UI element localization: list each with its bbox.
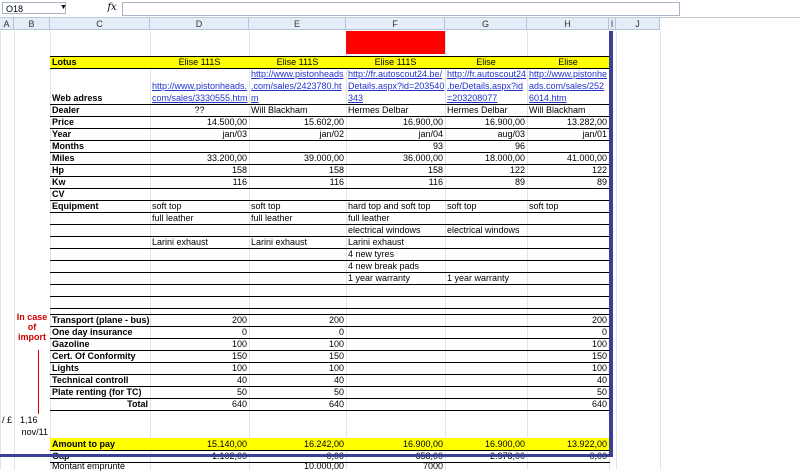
cost-value[interactable]: 100 <box>591 339 607 349</box>
value-cell[interactable] <box>150 140 249 152</box>
equipment-cell[interactable]: soft top <box>529 201 559 211</box>
value-cell[interactable]: 116 <box>232 177 247 187</box>
formula-bar <box>0 0 800 18</box>
web-link[interactable]: 343 <box>348 93 364 103</box>
web-link[interactable]: http://fr.autoscout24.be/ <box>348 69 443 79</box>
gridline <box>616 31 617 470</box>
import-note-line: of <box>27 322 37 332</box>
amount-value[interactable]: 16.242,00 <box>249 438 346 450</box>
amount-label[interactable]: Amount to pay <box>50 438 150 450</box>
equipment-cell[interactable]: full leather <box>251 213 293 223</box>
value-cell[interactable]: Will Blackham <box>529 105 586 115</box>
model-cell[interactable]: Elise <box>445 56 527 68</box>
cost-value[interactable]: 0 <box>338 327 344 337</box>
name-box-dropdown-icon[interactable]: ▼ <box>60 4 67 11</box>
value-cell[interactable]: 15.602,00 <box>303 117 344 127</box>
value-cell[interactable]: 93 <box>432 141 443 151</box>
cost-value[interactable]: 100 <box>328 363 344 373</box>
model-cell[interactable]: Elise 111S <box>150 56 249 68</box>
row-label[interactable]: CV <box>52 189 65 199</box>
value-cell[interactable]: 89 <box>514 177 525 187</box>
web-link[interactable]: .be/Details.aspx?id <box>447 81 524 91</box>
value-cell[interactable]: Hermes Delbar <box>447 105 508 115</box>
value-cell[interactable]: 116 <box>329 177 344 187</box>
amount-value[interactable]: 16.900,00 <box>346 438 445 450</box>
row-label[interactable]: Hp <box>52 165 64 175</box>
web-address-label[interactable]: Web adress <box>52 93 103 103</box>
value-cell[interactable]: jan/01 <box>582 129 607 139</box>
import-note-line: In case <box>16 312 48 322</box>
amount-value[interactable]: 16.900,00 <box>445 438 527 450</box>
web-link[interactable]: ads.com/sales/252 <box>529 81 605 91</box>
equipment-cell[interactable]: electrical windows <box>348 225 421 235</box>
column-header-c[interactable]: C <box>50 18 150 30</box>
equipment-cell[interactable]: 1 year warranty <box>447 273 510 283</box>
loan-label[interactable]: Montant emprunté <box>52 461 126 471</box>
value-cell[interactable] <box>249 140 346 152</box>
gridline <box>660 31 661 470</box>
value-cell[interactable] <box>527 140 609 152</box>
rate-date[interactable]: nov/11 <box>21 427 48 437</box>
value-cell[interactable]: 122 <box>591 165 607 175</box>
cost-label[interactable]: Plate renting (for TC) <box>52 387 142 397</box>
column-header-j[interactable]: J <box>616 18 660 30</box>
gridline <box>0 31 1 470</box>
cost-value[interactable]: 200 <box>591 315 607 325</box>
web-link[interactable]: http://www.pistonhe <box>529 69 608 79</box>
cost-label[interactable]: Gazoline <box>52 339 90 349</box>
cost-value[interactable]: 0 <box>601 327 607 337</box>
equipment-cell[interactable]: hard top and soft top <box>348 201 431 211</box>
equipment-cell[interactable]: soft top <box>152 201 182 211</box>
equipment-cell[interactable]: soft top <box>251 201 281 211</box>
value-cell[interactable]: 116 <box>428 177 443 187</box>
cost-value[interactable]: 200 <box>328 315 344 325</box>
value-cell[interactable]: 16.900,00 <box>402 117 443 127</box>
equipment-cell[interactable]: electrical windows <box>447 225 520 235</box>
web-link[interactable]: 6014.htm <box>529 93 567 103</box>
import-note-line: import <box>18 332 46 342</box>
import-note <box>14 312 50 342</box>
value-cell[interactable]: 36.000,00 <box>402 153 443 163</box>
cell-border <box>50 260 610 261</box>
web-link[interactable]: com/sales/3330555.htm <box>152 93 248 103</box>
web-link[interactable]: Details.aspx?id=203540 <box>348 81 445 91</box>
value-cell[interactable] <box>445 188 527 200</box>
cost-value[interactable]: 0 <box>241 327 247 337</box>
cell-border <box>50 296 610 297</box>
value-cell[interactable]: 89 <box>596 177 607 187</box>
cost-value[interactable]: 200 <box>231 315 247 325</box>
rate-label[interactable]: / £ <box>2 415 13 425</box>
equipment-cell[interactable]: 1 year warranty <box>348 273 411 283</box>
equipment-cell[interactable]: Larini exhaust <box>348 237 405 247</box>
value-cell[interactable]: jan/04 <box>418 129 443 139</box>
web-link[interactable]: http://www.pistonheads. <box>152 81 248 91</box>
column-header-e[interactable]: E <box>249 18 346 30</box>
value-cell[interactable] <box>527 188 609 200</box>
gridline <box>14 31 15 470</box>
value-cell[interactable] <box>150 188 249 200</box>
cost-label[interactable]: Lights <box>52 363 79 373</box>
value-cell[interactable] <box>346 188 445 200</box>
column-header-a[interactable]: A <box>0 18 14 30</box>
cost-label[interactable]: Cert. Of Conformity <box>52 351 136 361</box>
value-cell[interactable]: jan/03 <box>222 129 247 139</box>
web-link[interactable]: .com/sales/2423780.ht <box>251 81 342 91</box>
function-icon[interactable]: fx <box>107 2 117 13</box>
cell-border <box>50 284 610 285</box>
value-cell[interactable]: 96 <box>514 141 525 151</box>
cost-value[interactable]: 100 <box>328 339 344 349</box>
import-bracket <box>38 350 39 414</box>
value-cell[interactable]: 16.900,00 <box>484 117 525 127</box>
equipment-cell[interactable]: soft top <box>447 201 477 211</box>
cost-value[interactable]: 50 <box>333 387 344 397</box>
row-label[interactable]: Months <box>52 141 84 151</box>
equipment-cell[interactable]: 4 new tyres <box>348 249 395 259</box>
cost-value[interactable]: 50 <box>236 387 247 397</box>
spreadsheet-grid <box>0 31 800 470</box>
equipment-cell[interactable]: Larini exhaust <box>152 237 209 247</box>
cost-value[interactable]: 150 <box>591 351 607 361</box>
formula-input[interactable] <box>122 2 680 16</box>
equipment-cell[interactable]: Larini exhaust <box>251 237 308 247</box>
value-cell[interactable]: Will Blackham <box>251 105 308 115</box>
cost-value[interactable]: 40 <box>333 375 344 385</box>
cost-value[interactable]: 150 <box>328 351 344 361</box>
cost-value[interactable]: 100 <box>591 363 607 373</box>
value-cell[interactable]: aug/03 <box>497 129 525 139</box>
amount-value[interactable]: 13.922,00 <box>527 438 609 450</box>
cell-border <box>50 56 610 57</box>
value-cell[interactable]: ?? <box>194 105 205 115</box>
page-break-horizontal <box>0 454 613 457</box>
model-cell[interactable]: Elise <box>527 56 609 68</box>
web-link[interactable]: http://www.pistonheads <box>251 69 344 79</box>
value-cell[interactable]: 158 <box>427 165 443 175</box>
cost-label[interactable]: One day insurance <box>52 327 133 337</box>
value-cell[interactable]: 13.282,00 <box>566 117 607 127</box>
lotus-label[interactable]: Lotus <box>50 56 150 68</box>
equipment-cell[interactable]: 4 new break pads <box>348 261 420 271</box>
equipment-cell[interactable]: full leather <box>152 213 194 223</box>
cost-label[interactable]: Transport (plane - bus) <box>52 315 150 325</box>
cell-border <box>50 248 610 249</box>
value-cell[interactable] <box>249 188 346 200</box>
value-cell[interactable]: 33.200,00 <box>206 153 247 163</box>
loan-value[interactable]: 7000 <box>422 461 443 471</box>
cost-label[interactable]: Total <box>127 399 148 409</box>
loan-value[interactable]: 10.000,00 <box>303 461 344 471</box>
cost-value[interactable]: 640 <box>231 399 247 409</box>
web-link[interactable]: =203208077 <box>447 93 498 103</box>
amount-value[interactable]: 15.140,00 <box>150 438 249 450</box>
column-header-h[interactable]: H <box>527 18 609 30</box>
model-cell[interactable]: Elise 111S <box>346 56 445 68</box>
web-link[interactable]: http://fr.autoscout24 <box>447 69 527 79</box>
highlight-cell[interactable] <box>346 31 445 54</box>
page-break-vertical <box>609 31 613 456</box>
column-header-i[interactable]: I <box>609 18 616 30</box>
value-cell[interactable]: 39.000,00 <box>303 153 344 163</box>
cell-border <box>50 308 610 309</box>
value-cell[interactable]: 18.000,00 <box>484 153 525 163</box>
equipment-label[interactable]: Equipment <box>52 201 99 211</box>
value-cell[interactable]: 14.500,00 <box>206 117 247 127</box>
value-cell[interactable]: jan/02 <box>319 129 344 139</box>
column-header-g[interactable]: G <box>445 18 527 30</box>
name-box[interactable]: O18 <box>2 2 66 14</box>
cost-value[interactable]: 40 <box>236 375 247 385</box>
cost-value[interactable]: 100 <box>231 339 247 349</box>
value-cell[interactable]: 158 <box>231 165 247 175</box>
value-cell[interactable]: Hermes Delbar <box>348 105 409 115</box>
value-cell[interactable]: 122 <box>509 165 525 175</box>
rate-value[interactable]: 1,16 <box>20 415 38 425</box>
cost-label[interactable]: Technical controll <box>52 375 129 385</box>
row-label[interactable]: Price <box>52 117 75 127</box>
web-link[interactable]: m <box>251 93 259 103</box>
model-cell[interactable]: Elise 111S <box>249 56 346 68</box>
cost-value[interactable]: 40 <box>596 375 607 385</box>
cell-border <box>50 410 610 411</box>
column-header-b[interactable]: B <box>14 18 50 30</box>
row-label[interactable]: Kw <box>52 177 66 187</box>
equipment-cell[interactable]: full leather <box>348 213 390 223</box>
row-label[interactable]: Miles <box>52 153 75 163</box>
cost-value[interactable]: 640 <box>328 399 344 409</box>
cost-value[interactable]: 640 <box>591 399 607 409</box>
cost-value[interactable]: 100 <box>231 363 247 373</box>
column-header-f[interactable]: F <box>346 18 445 30</box>
value-cell[interactable]: 41.000,00 <box>566 153 607 163</box>
column-header-d[interactable]: D <box>150 18 249 30</box>
value-cell[interactable]: 158 <box>328 165 344 175</box>
cost-value[interactable]: 50 <box>596 387 607 397</box>
row-label[interactable]: Year <box>52 129 72 139</box>
row-label[interactable]: Dealer <box>52 105 80 115</box>
cost-value[interactable]: 150 <box>231 351 247 361</box>
